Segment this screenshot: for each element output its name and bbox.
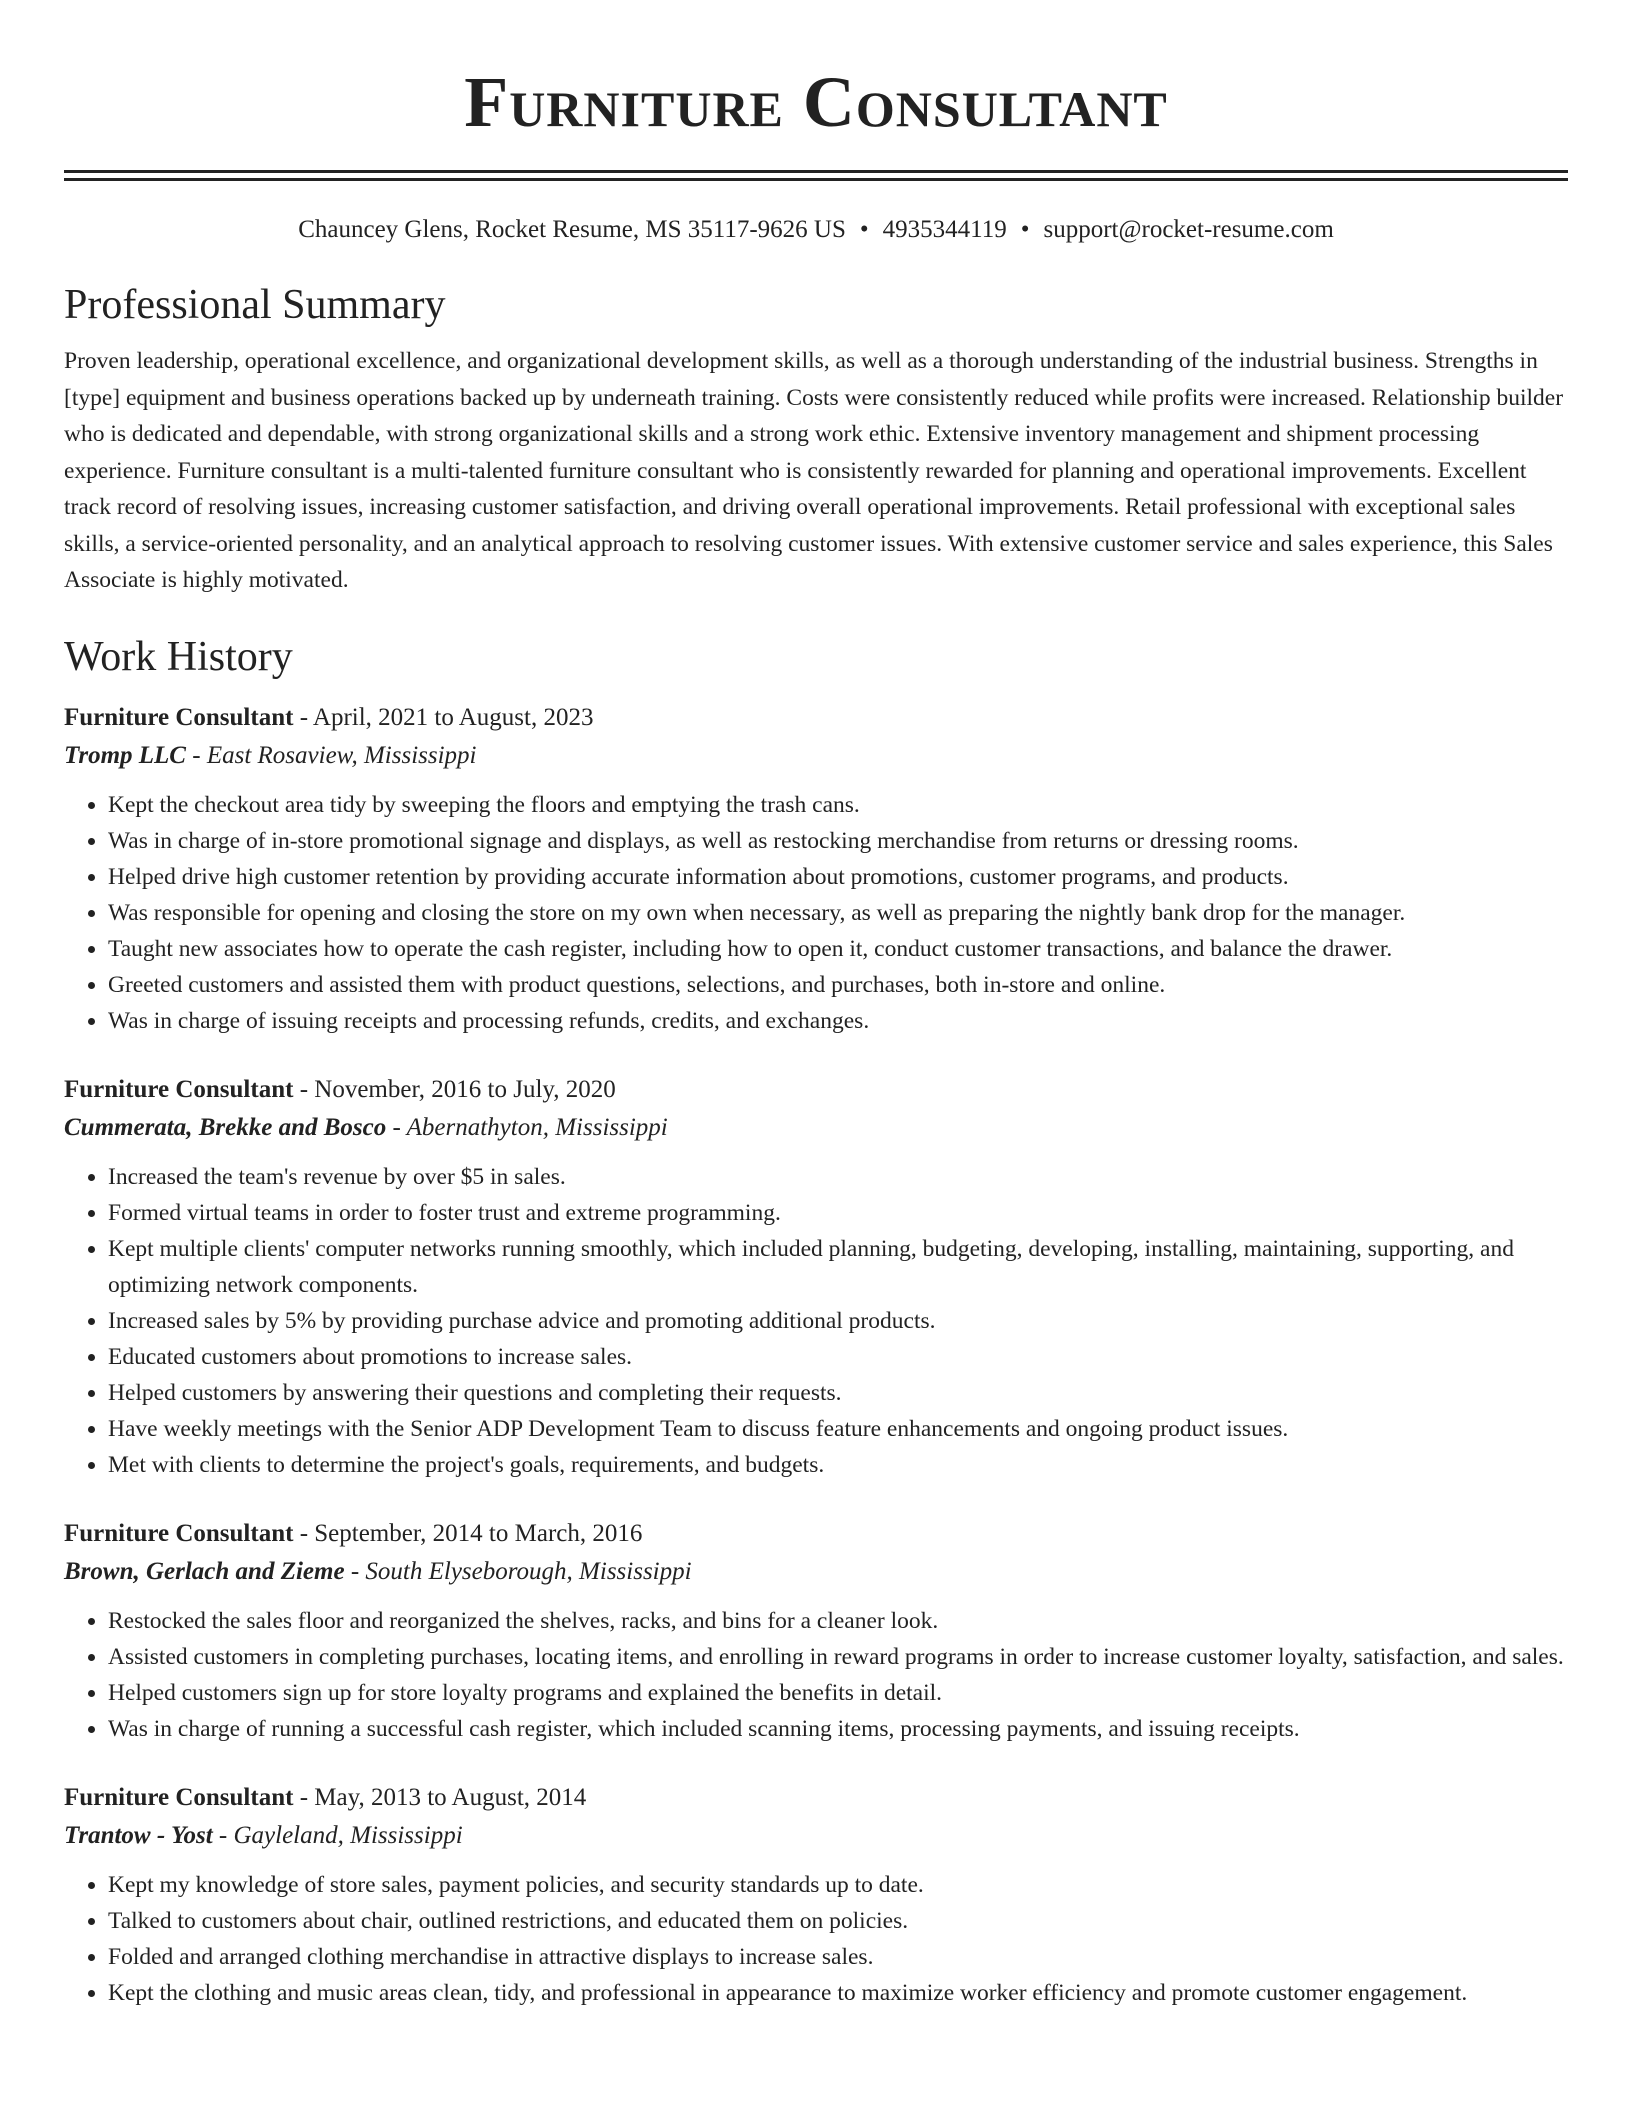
- job-bullet: • Kept the checkout area tidy by sweeping the floors and emptying the trash cans.: [108, 787, 1568, 823]
- job-dash: -: [212, 1821, 234, 1849]
- job-bullet: • Formed virtual teams in order to foster trust and extreme programming.: [108, 1195, 1568, 1231]
- resume-name: Furniture Consultant: [464, 62, 1168, 142]
- job-bullet: • Kept my knowledge of store sales, payment policies, and security standards up to date.: [108, 1867, 1568, 1903]
- job-bullet: • Helped customers sign up for store loyalty programs and explained the benefits in detail.: [108, 1675, 1568, 1711]
- job-location: South Elyseborough, Mississippi: [365, 1557, 692, 1585]
- job-bullet: • Kept multiple clients' computer networks running smoothly, which included planning, budgeting, developing, installing, maintaining, supporting, and optimizing network components.: [108, 1231, 1568, 1303]
- job-bullet: • Met with clients to determine the project's goals, requirements, and budgets.: [108, 1447, 1568, 1483]
- job-bullet: • Restocked the sales floor and reorganized the shelves, racks, and bins for a cleaner look.: [108, 1603, 1568, 1639]
- job-bullet-list: [64, 1603, 1568, 1747]
- job-company-line: [64, 1817, 1568, 1855]
- job-location: Abernathyton, Mississippi: [406, 1113, 668, 1141]
- job-bullet: • Educated customers about promotions to increase sales.: [108, 1339, 1568, 1375]
- job-dash: -: [293, 1783, 315, 1811]
- job-title: Furniture Consultant: [64, 703, 294, 731]
- job-company: Cummerata, Brekke and Bosco: [64, 1113, 387, 1141]
- work-history-heading: Work History: [64, 633, 293, 680]
- job-bullet-list: [64, 1159, 1568, 1483]
- contact-line: [64, 213, 1568, 247]
- job-entry: [64, 1071, 1568, 1483]
- contact-separator: •: [859, 216, 869, 243]
- job-bullet: • Greeted customers and assisted them with product questions, selections, and purchases, both in-store and online.: [108, 967, 1568, 1003]
- summary-heading: Professional Summary: [64, 282, 446, 328]
- job-entry: [64, 1779, 1568, 2011]
- job-company: Brown, Gerlach and Zieme: [64, 1557, 345, 1585]
- job-title-line: [64, 1071, 1568, 1109]
- job-company: Trantow - Yost: [64, 1821, 213, 1849]
- job-bullet-list: [64, 787, 1568, 1039]
- header-divider: [64, 170, 1568, 181]
- job-bullet: • Was responsible for opening and closing the store on my own when necessary, as well as preparing the nightly bank drop for the manager.: [108, 895, 1568, 931]
- job-dates: September, 2014 to March, 2016: [314, 1519, 643, 1547]
- job-bullet: • Increased sales by 5% by providing purchase advice and promoting additional products.: [108, 1303, 1568, 1339]
- job-dash: -: [186, 741, 207, 769]
- job-dates: May, 2013 to August, 2014: [314, 1783, 587, 1811]
- job-bullet: • Kept the clothing and music areas clean, tidy, and professional in appearance to maximize worker efficiency and promote customer engagement.: [108, 1975, 1568, 2011]
- job-dash: -: [386, 1113, 407, 1141]
- contact-address: Chauncey Glens, Rocket Resume, MS 35117-9626 US: [298, 216, 846, 243]
- job-location: East Rosaview, Mississippi: [206, 741, 477, 769]
- job-title: Furniture Consultant: [64, 1519, 294, 1547]
- job-title-line: [64, 1779, 1568, 1817]
- job-bullet-list: [64, 1867, 1568, 2011]
- contact-phone: 4935344119: [882, 216, 1007, 243]
- job-bullet: • Helped drive high customer retention by providing accurate information about promotions, customer programs, and products.: [108, 859, 1568, 895]
- job-bullet: • Assisted customers in completing purchases, locating items, and enrolling in reward programs in order to increase customer loyalty, satisfaction, and sales.: [108, 1639, 1568, 1675]
- contact-separator: •: [1020, 216, 1030, 243]
- job-title-line: [64, 1515, 1568, 1553]
- job-dash: -: [293, 1519, 315, 1547]
- job-bullet: • Talked to customers about chair, outlined restrictions, and educated them on policies.: [108, 1903, 1568, 1939]
- job-title: Furniture Consultant: [64, 1075, 294, 1103]
- job-dates: April, 2021 to August, 2023: [312, 703, 594, 731]
- job-bullet: • Was in charge of in-store promotional signage and displays, as well as restocking merchandise from returns or dressing rooms.: [108, 823, 1568, 859]
- job-entry: [64, 699, 1568, 1039]
- job-bullet: • Was in charge of issuing receipts and processing refunds, credits, and exchanges.: [108, 1003, 1568, 1039]
- job-entry: [64, 1515, 1568, 1747]
- job-company-line: [64, 1109, 1568, 1147]
- job-dash: -: [293, 703, 313, 731]
- job-company-line: [64, 737, 1568, 775]
- job-title: Furniture Consultant: [64, 1783, 294, 1811]
- contact-email: support@rocket-resume.com: [1043, 216, 1334, 243]
- job-location: Gayleland, Mississippi: [233, 1821, 463, 1849]
- job-dash: -: [293, 1075, 315, 1103]
- job-company: Tromp LLC: [64, 741, 186, 769]
- job-dash: -: [344, 1557, 366, 1585]
- job-bullet: • Helped customers by answering their questions and completing their requests.: [108, 1375, 1568, 1411]
- work-history-list: [64, 699, 1568, 2011]
- job-bullet: • Folded and arranged clothing merchandise in attractive displays to increase sales.: [108, 1939, 1568, 1975]
- job-bullet: • Have weekly meetings with the Senior ADP Development Team to discuss feature enhancements and ongoing product issues.: [108, 1411, 1568, 1447]
- job-dates: November, 2016 to July, 2020: [314, 1075, 616, 1103]
- summary-text: Proven leadership, operational excellence, and organizational development skills, as well as a thorough understanding of the industrial business. Strengths in [type] equipment and business operations backed up by underneath training. Costs were consistently reduced while profits were increased. Relationship builder who is dedicated and dependable, with strong organizational skills and a strong work ethic. Extensive inventory management and shipment processing experience. Furniture consultant is a multi-talented furniture consultant who is consistently rewarded for planning and operational improvements. Excellent track record of resolving issues, increasing customer satisfaction, and driving overall operational improvements. Retail professional with exceptional sales skills, a service-oriented personality, and an analytical approach to resolving customer issues. With extensive customer service and sales experience, this Sales Associate is highly motivated.: [64, 348, 1564, 593]
- job-bullet: • Was in charge of running a successful cash register, which included scanning items, processing payments, and issuing receipts.: [108, 1711, 1568, 1747]
- job-company-line: [64, 1553, 1568, 1591]
- job-title-line: [64, 699, 1568, 737]
- job-bullet: • Increased the team's revenue by over $5 in sales.: [108, 1159, 1568, 1195]
- job-bullet: • Taught new associates how to operate the cash register, including how to open it, conduct customer transactions, and balance the drawer.: [108, 931, 1568, 967]
